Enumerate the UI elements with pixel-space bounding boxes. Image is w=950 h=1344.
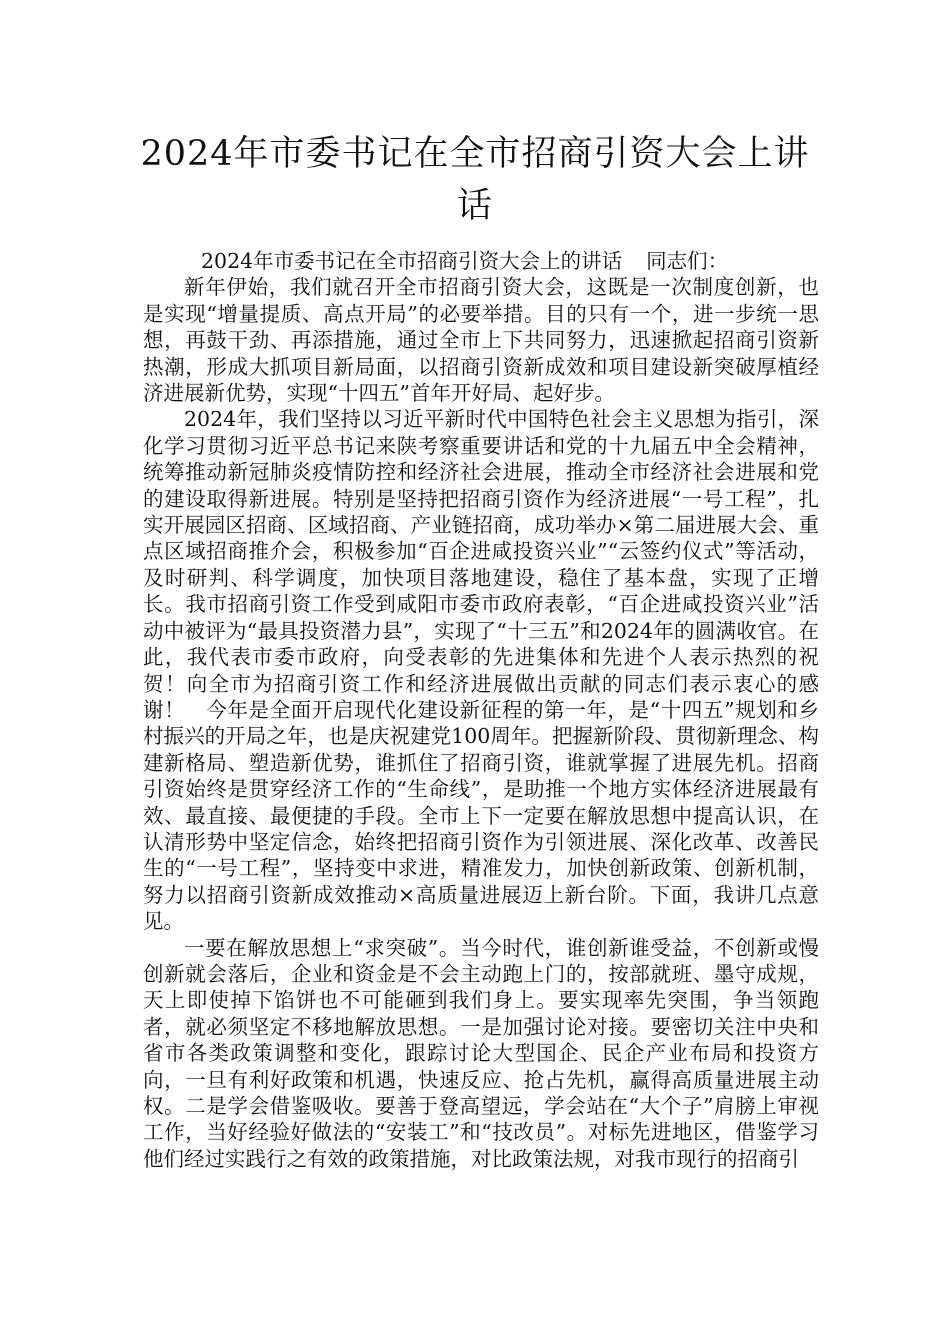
paragraph-point-one: 一要在解放思想上“求突破”。当今时代，谁创新谁受益，不创新或慢创新就会落后，企业和资金是不会主动跑上门的，按部就班、墨守成规，天上即使掉下馅饼也不可能砸到我们身上。要实现率先突围，争当领跑者，就必须坚定不移地解放思想。一是加强讨论对接。要密切关注中央和省市各类政策调整和变化，跟踪讨论大型国企、民企产业布局和投资方向，一旦有利好政策和机遇，快速反应、抢占先机，赢得高质量进展主动权。二是学会借鉴吸收。要善于登高望远，学会站在“大个子”肩膀上审视工作，当好经验好做法的“安装工”和“技改员”。对标先进地区，借鉴学习他们经过实践行之有效的政策措施，对比政策法规，对我市现行的招商引 bbox=[143, 935, 819, 1171]
heading-line bbox=[143, 248, 819, 274]
paragraph-review: 2024年，我们坚持以习近平新时代中国特色社会主义思想为指引，深化学习贯彻习近平总书记来陕考察重要讲话和党的十九届五中全会精神，统筹推动新冠肺炎疫情防控和经济社会进展，推动全市经济社会进展和党的建设取得新进展。特别是坚持把招商引资作为经济进展“一号工程”，扎实开展园区招商、区域招商、产业链招商，成功举办×第二届进展大会、重点区域招商推介会，积极参加“百企进咸投资兴业”“云签约仪式”等活动，及时研判、科学调度，加快项目落地建设，稳住了基本盘，实现了正增长。我市招商引资工作受到咸阳市委市政府表彰，“百企进咸投资兴业”活动中被评为“最具投资潜力县”，实现了“十三五”和2024年的圆满收官。在此，我代表市委市政府，向受表彰的先进集体和先进个人表示热烈的祝贺！向全市为招商引资工作和经济进展做出贡献的同志们表示衷心的感谢！ 今年是全面开启现代化建设新征程的第一年，是“十四五”规划和乡村振兴的开局之年，也是庆祝建党100周年。把握新阶段、贯彻新理念、构建新格局、塑造新优势，谁抓住了招商引资，谁就掌握了进展先机。招商引资始终是贯穿经济工作的“生命线”，是助推一个地方实体经济进展最有效、最直接、最便捷的手段。全市上下一定要在解放思想中提高认识，在认清形势中坚定信念，始终把招商引资作为引领进展、深化改革、改善民生的“一号工程”，坚持变中求进，精准发力，加快创新政策、创新机制，努力以招商引资新成效推动×高质量进展迈上新台阶。下面，我讲几点意见。 bbox=[143, 407, 819, 934]
paragraph-opening: 新年伊始，我们就召开全市招商引资大会，这既是一次制度创新，也是实现“增量提质、高点开局”的必要举措。目的只有一个，进一步统一思想，再鼓干劲、再添措施，通过全市上下共同努力，迅速掀起招商引资新热潮，形成大抓项目新局面，以招商引资新成效和项目建设新突破厚植经济进展新优势，实现“十四五”首年开好局、起好步。 bbox=[143, 275, 819, 406]
document-body bbox=[143, 248, 819, 1172]
salutation: 同志们： bbox=[646, 249, 729, 273]
speech-heading: 2024年市委书记在全市招商引资大会上的讲话 bbox=[201, 249, 623, 273]
document-title: 2024年市委书记在全市招商引资大会上讲话 bbox=[140, 134, 810, 226]
